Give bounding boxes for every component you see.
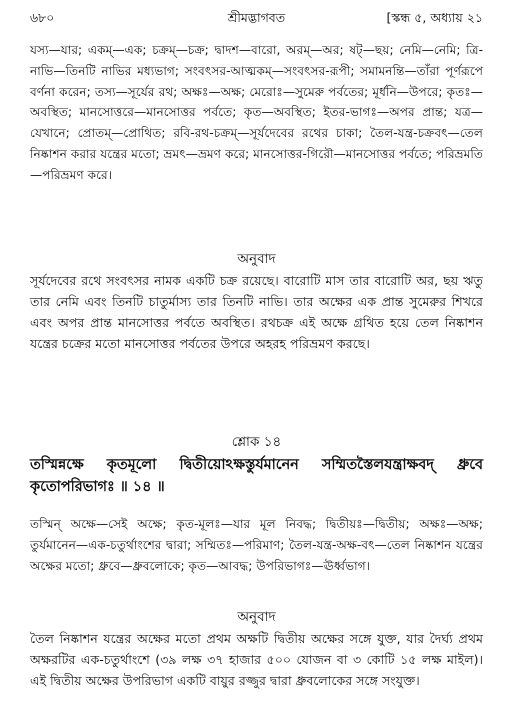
chapter-reference: [স্কন্ধ ৫, অধ্যায় ২১ [386,10,483,25]
page-header [30,10,483,30]
translation-paragraph: সূর্যদেবের রথে সংবৎসর নামক একটি চক্র রয়েছে। বারোটি মাস তার বারোটি অর, ছয় ঋতু তার নেমি এবং তিনটি চাতুর্মাস্য তার তিনটি নাভি। তার অক্ষের এক প্রান্ত সুমেরুর শিখরে এবং অপর প্রান্ত মানসোত্তর পর্বতে অবস্থিত। রথচক্র এই অক্ষে গ্রথিত হয়ে তেল নিষ্কাশন যন্ত্রের চক্রের মতো মানসোত্তর পর্বতের উপরে অহরহ পরিভ্রমণ করছে। [30,273,483,351]
translation-heading-2: অনুবাদ [237,609,276,625]
verse-text: তস্মিন্নক্ষে কৃতমূলো দ্বিতীয়োঽক্ষস্তুর্যমানেন সম্মিতস্তৈলযন্ত্রাক্ষবদ্ ধ্রুবে কৃতোপরিভাগঃ ॥ ১৪ ॥ [30,457,483,495]
book-title: শ্রীমদ্ভাগবত [227,10,286,25]
word-for-word-paragraph-2: তস্মিন্ অক্ষে—সেই অক্ষে; কৃত-মূলঃ—যার মূল নিবদ্ধ; দ্বিতীয়ঃ—দ্বিতীয়; অক্ষঃ—অক্ষ; তুর্যমানেন—এক-চতুর্থাংশের দ্বারা; সম্মিতঃ—পরিমাণ; তৈল-যন্ত্র-অক্ষ-বৎ—তেল নিষ্কাশন যন্ত্রের অক্ষের মতো; ধ্রুবে—ধ্রুবলোকে; কৃত—আবদ্ধ; উপরিভাগঃ—ঊর্ধ্বভাগ। [30,517,483,573]
translation-heading: অনুবাদ [237,251,276,267]
verse-number: শ্লোক ১৪ [231,434,282,450]
page-number: ৬৮০ [30,10,55,25]
word-for-word-paragraph: যস্য—যার; একম্—এক; চক্রম্—চক্র; দ্বাদশ—বারো, অরম্—অর; ষট্—ছয়; নেমি—নেমি; ত্রি-নাভি—তিনটি নাভির মধ্যভাগ; সংবৎসর-আত্মকম্—সংবৎসর-রূপী; সমামনন্তি—তাঁরা পূর্ণরূপে বর্ণনা করেন; তস্য—সূর্যের রথ; অক্ষঃ—অক্ষ; মেরোঃ—সুমেরু পর্বতের; মূর্ধনি—উপরে; কৃতঃ—অবস্থিত; মানসোত্তরে—মানসোত্তর পর্বতে; কৃত—অবস্থিত; ইতর-ভাগঃ—অপর প্রান্ত; যত্র—যেখানে; প্রোতম্—প্রোথিত; রবি-রথ-চক্রম্—সূর্যদেবের রথের চাকা; তৈল-যন্ত্র-চক্রবৎ—তেল নিষ্কাশন করার যন্ত্রের মতো; ভ্রমৎ—ভ্রমণ করে; মানসোত্তর-গিরৌ—মানসোত্তর পর্বতে; পরিভ্রমতি—পরিভ্রমণ করে। [30,43,483,182]
translation-paragraph-2: তৈল নিষ্কাশন যন্ত্রের অক্ষের মতো প্রথম অক্ষটি দ্বিতীয় অক্ষের সঙ্গে যুক্ত, যার দৈর্ঘ্য প্রথম অক্ষরটির এক-চতুর্থাংশে (৩৯ লক্ষ ৩৭ হাজার ৫০০ যোজন বা ৩ কোটি ১৫ লক্ষ মাইল)। এই দ্বিতীয় অক্ষের উপরিভাগ একটি বায়ুর রজ্জুর দ্বারা ধ্রুবলোকের সঙ্গে সংযুক্ত। [30,631,483,688]
